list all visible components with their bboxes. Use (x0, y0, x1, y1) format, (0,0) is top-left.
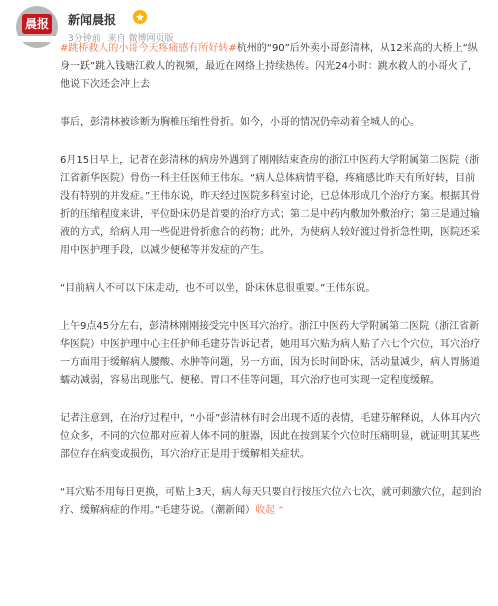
paragraph-6: 记者注意到，在治疗过程中，“小哥”彭清林有时会出现不适的表情，毛建芬解释说，人体耳内穴位众多，不同的穴位都对应着人体不同的脏器，因此在按到某个穴位时压痛明显，就证明其某些部位存在病变或损伤，耳穴治疗正是用于缓解相关症状。 (60, 413, 481, 460)
post-source[interactable]: 来自 微博网页版 (107, 34, 174, 44)
paragraph-3: 6月15日早上，记者在彭清林的病房外遇到了刚刚结束查房的浙江中医药大学附属第二医院（浙江省新华医院）骨伤一科主任医师王伟东。“病人总体病情平稳，疼痛感比昨天有所好转，目前没有特别的并发症。”王伟东说，昨天经过医院多科室讨论，已总体形成几个治疗方案。根据其骨折的压缩程度来讲，平位卧床仍是首要的治疗方式；第二是中药内敷加外敷治疗；第三是通过输液的方式，给病人用一些促进骨折愈合的药物；此外，为使病人较好渡过骨折急性期，医院还采用中医护理手段，以减少便秘等并发症的产生。 (60, 155, 481, 256)
post-time[interactable]: 3分钟前 (68, 34, 101, 44)
collapse-label: 收起 (255, 505, 276, 516)
verified-icon (49, 39, 58, 48)
paragraph-5: 上午9点45分左右，彭清林刚刚接受完中医耳穴治疗。浙江中医药大学附属第二医院（浙江省新华医院）中医护理中心主任护师毛建芬告诉记者，她用耳穴贴为病人贴了六七个穴位，耳穴治疗一方面用于缓解病人腰酸、水肿等问题，另一方面，因为长时间卧床，活动量减少，病人胃肠道蠕动减弱，容易出现胀气、便秘、胃口不佳等问题，耳穴治疗也可实现一定程度缓解。 (60, 321, 480, 386)
paragraph-1 (60, 40, 484, 94)
paragraph-7 (60, 484, 484, 520)
paragraph-4: “目前病人不可以下床走动，也不可以坐，卧床休息很重要。”王伟东说。 (60, 283, 376, 294)
account-name[interactable]: 新闻晨报 (68, 13, 117, 27)
collapse-link[interactable] (255, 505, 285, 516)
chevron-up-icon: ⌃ (277, 506, 285, 516)
post-content (60, 40, 484, 540)
avatar-logo: 晨报 (22, 14, 52, 34)
vip-badge-icon (133, 10, 147, 24)
avatar[interactable] (16, 6, 58, 48)
paragraph-2: 事后，彭清林被诊断为胸椎压缩性骨折。如今，小哥的情况仍牵动着全城人的心。 (60, 117, 420, 128)
paragraph-7-text: “耳穴贴不用每日更换，可贴上3天，病人每天只要自行按压穴位六七次，就可刺激穴位，起到治疗、缓解病症的作用。”毛建芬说。（潮新闻） (60, 487, 482, 516)
paragraph-1-text: 杭州的“90”后外卖小哥彭清林，从12米高的大桥上“纵身一跃”跳入钱塘江救人的视频，最近在网络上持续热传。闪光24小时：跳水救人的小哥火了，他说下次还会冲上去 (60, 43, 478, 90)
hashtag-link[interactable]: #跳桥救人的小哥今天疼痛感有所好转# (60, 43, 237, 54)
